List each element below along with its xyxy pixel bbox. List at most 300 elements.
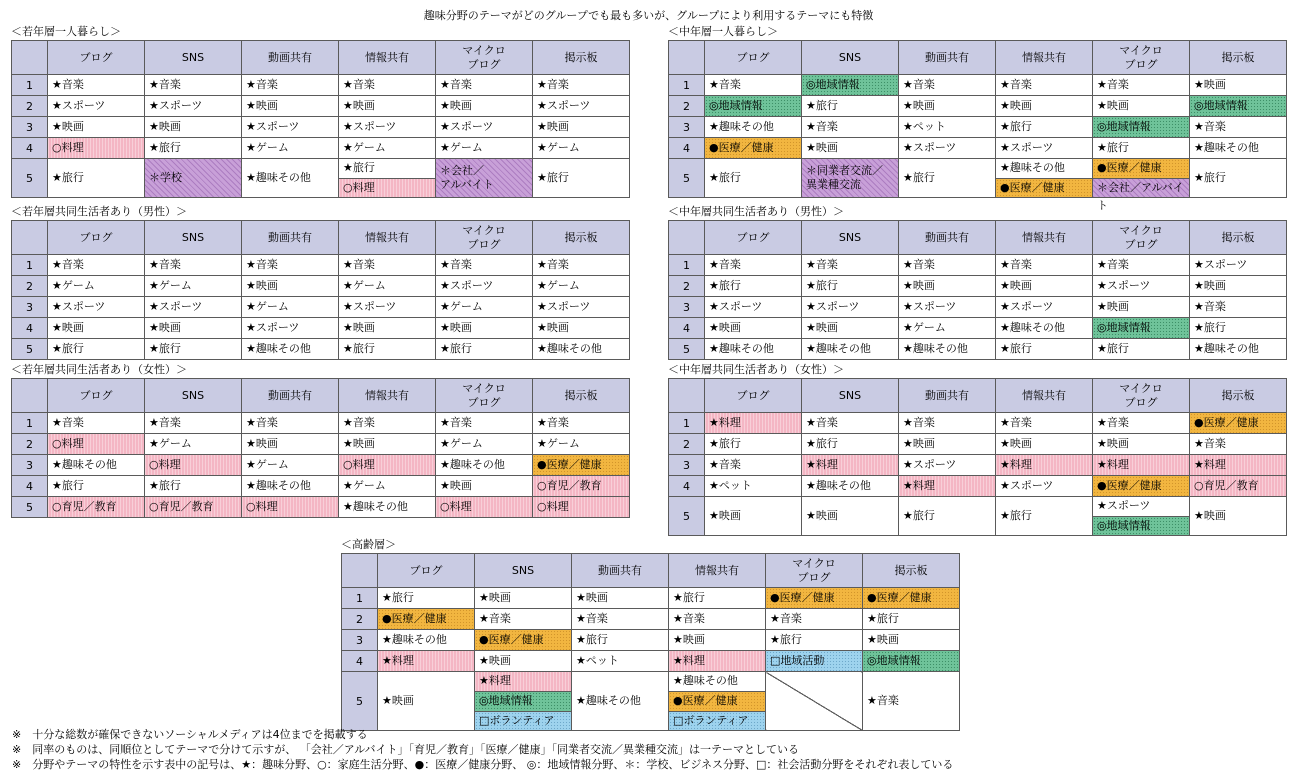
theme-label: ●医療／健康	[533, 455, 629, 475]
column-header: ブログ	[48, 41, 145, 75]
theme-cell	[48, 138, 145, 159]
theme-cell	[802, 96, 899, 117]
table-row	[669, 255, 1287, 276]
theme-cell	[572, 651, 669, 672]
column-header: SNS	[475, 554, 572, 588]
column-header: 動画共有	[242, 379, 339, 413]
rank-cell: 1	[669, 255, 705, 276]
theme-label: ★料理	[669, 651, 765, 671]
theme-cell	[1190, 318, 1287, 339]
theme-label: ○料理	[48, 138, 144, 158]
theme-label: ＊学校	[145, 159, 241, 197]
theme-label: ★旅行	[1194, 171, 1226, 184]
theme-label: □ボランティア	[669, 711, 765, 730]
theme-label: ★映画	[52, 321, 84, 334]
theme-label: ★音楽	[673, 612, 705, 625]
theme-cell	[802, 276, 899, 297]
column-header: マイクロ ブログ	[1093, 41, 1190, 75]
theme-label: ★映画	[1097, 300, 1129, 313]
table-row	[12, 413, 630, 434]
theme-cell	[48, 75, 145, 96]
theme-cell	[145, 339, 242, 360]
theme-label: ◎地域情報	[802, 75, 898, 95]
theme-label: ★ゲーム	[903, 321, 946, 334]
theme-label: ★映画	[246, 437, 278, 450]
theme-label: ★趣味その他	[673, 674, 738, 687]
theme-label: ★趣味その他	[1194, 141, 1259, 154]
theme-label: ★映画	[709, 321, 741, 334]
theme-cell	[802, 117, 899, 138]
theme-label: ★スポーツ	[246, 321, 300, 334]
theme-label: ★趣味その他	[1000, 321, 1065, 334]
theme-label: ○料理	[533, 497, 629, 517]
table-row	[12, 159, 630, 198]
theme-cell	[1093, 276, 1190, 297]
theme-label: ★音楽	[246, 416, 278, 429]
theme-label: ★ゲーム	[537, 141, 580, 154]
rank-header	[12, 221, 48, 255]
theme-cell	[899, 159, 996, 198]
rank-cell: 2	[669, 276, 705, 297]
theme-label: ★ペット	[576, 654, 619, 667]
theme-label: ★スポーツ	[806, 300, 860, 313]
theme-label: ★料理	[996, 455, 1092, 475]
theme-cell	[145, 276, 242, 297]
theme-cell	[436, 497, 533, 518]
theme-cell	[802, 318, 899, 339]
theme-cell	[533, 455, 630, 476]
theme-cell	[996, 96, 1093, 117]
theme-label: ★音楽	[576, 612, 608, 625]
theme-label: ★映画	[1194, 279, 1226, 292]
column-header: SNS	[802, 41, 899, 75]
theme-label: ★スポーツ	[709, 300, 763, 313]
theme-label: ★映画	[1194, 78, 1226, 91]
theme-label: ★映画	[1000, 437, 1032, 450]
theme-cell	[339, 159, 436, 198]
theme-cell	[863, 609, 960, 630]
theme-cell	[572, 609, 669, 630]
theme-cell	[533, 497, 630, 518]
theme-label: ○育児／教育	[1190, 476, 1286, 496]
theme-label: ★ゲーム	[343, 141, 386, 154]
theme-cell	[1190, 159, 1287, 198]
theme-cell	[48, 339, 145, 360]
table-row	[12, 476, 630, 497]
theme-cell	[996, 159, 1093, 198]
theme-label: ★旅行	[343, 161, 375, 174]
theme-cell	[705, 255, 802, 276]
section-label: ＜若年層共同生活者あり（女性）＞	[11, 363, 187, 376]
column-header: マイクロ ブログ	[1093, 221, 1190, 255]
rank-cell: 2	[669, 434, 705, 455]
theme-cell	[339, 339, 436, 360]
theme-label: ★ペット	[903, 120, 946, 133]
theme-label: ★映画	[479, 654, 511, 667]
rank-cell: 5	[12, 339, 48, 360]
theme-cell	[145, 434, 242, 455]
theme-cell	[1093, 159, 1190, 212]
theme-label: ★ゲーム	[440, 437, 483, 450]
theme-label: ◎地域情報	[1190, 96, 1286, 116]
theme-label: ●医療／健康	[996, 178, 1092, 197]
rank-cell: 2	[12, 434, 48, 455]
theme-cell	[705, 276, 802, 297]
theme-cell	[475, 588, 572, 609]
theme-label: ★映画	[246, 279, 278, 292]
theme-label: ★映画	[246, 99, 278, 112]
column-header: 掲示板	[533, 379, 630, 413]
column-header: 動画共有	[899, 41, 996, 75]
theme-cell	[1093, 476, 1190, 497]
theme-cell	[1093, 117, 1190, 138]
theme-cell	[475, 630, 572, 651]
table-row	[669, 497, 1287, 536]
theme-label: ○料理	[145, 455, 241, 475]
theme-label: ●医療／健康	[705, 138, 801, 158]
theme-label: ★スポーツ	[343, 300, 397, 313]
rank-cell: 1	[669, 413, 705, 434]
section-elderly	[341, 537, 960, 731]
theme-label: ★旅行	[1194, 321, 1226, 334]
theme-label: ★映画	[1097, 99, 1129, 112]
table-row	[12, 96, 630, 117]
theme-cell	[996, 455, 1093, 476]
rank-cell: 4	[669, 476, 705, 497]
theme-cell	[242, 255, 339, 276]
theme-label: ★旅行	[709, 437, 741, 450]
theme-cell	[802, 255, 899, 276]
rank-header	[342, 554, 378, 588]
theme-label: ★音楽	[867, 694, 899, 707]
theme-label: ★ゲーム	[440, 141, 483, 154]
theme-label: ★旅行	[903, 171, 935, 184]
theme-label: ★映画	[343, 321, 375, 334]
column-header: 情報共有	[996, 379, 1093, 413]
table-row	[12, 297, 630, 318]
theme-cell	[1190, 297, 1287, 318]
theme-label: ★音楽	[52, 78, 84, 91]
theme-label: ★旅行	[806, 279, 838, 292]
column-header: 情報共有	[339, 221, 436, 255]
table-row	[12, 318, 630, 339]
rank-cell: 1	[669, 75, 705, 96]
table-row	[669, 476, 1287, 497]
theme-label: ★ゲーム	[149, 279, 192, 292]
theme-cell	[242, 476, 339, 497]
rank-header	[669, 379, 705, 413]
theme-label: ★趣味その他	[709, 342, 774, 355]
theme-cell	[145, 138, 242, 159]
rank-cell: 1	[342, 588, 378, 609]
section-middle-cohabit-female	[668, 362, 1287, 536]
theme-label: ★音楽	[52, 416, 84, 429]
theme-cell	[705, 339, 802, 360]
column-header: ブログ	[705, 379, 802, 413]
theme-cell	[378, 651, 475, 672]
theme-cell	[996, 318, 1093, 339]
theme-label: ★料理	[802, 455, 898, 475]
column-header: 情報共有	[339, 41, 436, 75]
theme-label: ○料理	[436, 497, 532, 517]
column-header: ブログ	[378, 554, 475, 588]
theme-cell	[436, 117, 533, 138]
theme-cell	[378, 609, 475, 630]
theme-label: ★音楽	[479, 612, 511, 625]
theme-cell	[242, 455, 339, 476]
theme-cell	[339, 117, 436, 138]
theme-cell	[436, 255, 533, 276]
theme-label: ＊会社／アルバイト	[1093, 178, 1189, 197]
theme-cell	[339, 138, 436, 159]
theme-cell	[1093, 339, 1190, 360]
theme-label: ★趣味その他	[246, 171, 311, 184]
theme-label: ★料理	[475, 672, 571, 691]
theme-label: ★音楽	[343, 416, 375, 429]
theme-cell	[766, 651, 863, 672]
theme-cell	[766, 609, 863, 630]
theme-cell	[899, 117, 996, 138]
theme-cell	[1190, 413, 1287, 434]
theme-label: ★旅行	[806, 437, 838, 450]
column-header: ブログ	[48, 379, 145, 413]
header-row	[342, 554, 960, 588]
theme-label: ★旅行	[52, 479, 84, 492]
table-row	[342, 630, 960, 651]
table-row	[669, 413, 1287, 434]
theme-cell	[802, 476, 899, 497]
theme-label: ★映画	[673, 633, 705, 646]
column-header: SNS	[145, 41, 242, 75]
theme-label: ★音楽	[709, 458, 741, 471]
theme-cell	[242, 138, 339, 159]
theme-label: ★旅行	[709, 279, 741, 292]
theme-cell	[378, 588, 475, 609]
theme-label: ◎地域情報	[705, 96, 801, 116]
theme-cell	[145, 96, 242, 117]
theme-label: ★映画	[537, 321, 569, 334]
ranking-table	[11, 378, 630, 518]
theme-label: ★音楽	[1097, 78, 1129, 91]
theme-label: ★音楽	[903, 416, 935, 429]
theme-cell	[705, 318, 802, 339]
theme-label: ★スポーツ	[1000, 479, 1054, 492]
theme-cell	[1093, 96, 1190, 117]
table-row	[669, 96, 1287, 117]
theme-cell	[533, 96, 630, 117]
column-header: 情報共有	[669, 554, 766, 588]
theme-cell	[996, 297, 1093, 318]
theme-cell	[802, 75, 899, 96]
table-row	[342, 588, 960, 609]
theme-cell	[899, 434, 996, 455]
theme-cell	[899, 75, 996, 96]
theme-cell	[1190, 476, 1287, 497]
theme-cell	[242, 159, 339, 198]
theme-label: ★映画	[806, 509, 838, 522]
table-row	[669, 117, 1287, 138]
theme-label: ◎地域情報	[1093, 516, 1189, 535]
theme-cell	[996, 434, 1093, 455]
theme-label: ★趣味その他	[343, 500, 408, 513]
header-row	[12, 221, 630, 255]
theme-cell	[766, 630, 863, 651]
theme-label: ★ゲーム	[440, 300, 483, 313]
theme-cell	[1093, 75, 1190, 96]
theme-cell	[436, 318, 533, 339]
theme-label: ★映画	[440, 479, 472, 492]
column-header: マイクロ ブログ	[436, 221, 533, 255]
theme-cell	[339, 276, 436, 297]
theme-label: ★音楽	[1000, 416, 1032, 429]
theme-label: ★映画	[867, 633, 899, 646]
theme-label: ★スポーツ	[246, 120, 300, 133]
theme-label: ★旅行	[149, 141, 181, 154]
theme-cell	[378, 672, 475, 731]
ranking-table	[668, 378, 1287, 536]
theme-cell	[705, 476, 802, 497]
theme-label: ★旅行	[343, 342, 375, 355]
theme-label: ★旅行	[1000, 342, 1032, 355]
theme-cell	[1093, 497, 1190, 536]
rank-cell: 5	[12, 159, 48, 198]
theme-cell	[145, 75, 242, 96]
theme-cell	[339, 297, 436, 318]
theme-label: ★映画	[806, 321, 838, 334]
theme-cell	[802, 434, 899, 455]
theme-cell	[899, 255, 996, 276]
footnotes	[12, 727, 953, 772]
theme-label: ★料理	[378, 651, 474, 671]
theme-cell	[899, 413, 996, 434]
theme-cell	[1093, 255, 1190, 276]
theme-cell	[145, 255, 242, 276]
theme-cell	[436, 339, 533, 360]
theme-label: ○育児／教育	[48, 497, 144, 517]
theme-cell	[436, 138, 533, 159]
column-header: 動画共有	[899, 221, 996, 255]
theme-cell	[899, 276, 996, 297]
theme-label: ●医療／健康	[766, 588, 862, 608]
column-header: 掲示板	[1190, 41, 1287, 75]
header-row	[12, 379, 630, 413]
rank-cell: 4	[12, 476, 48, 497]
theme-cell	[533, 117, 630, 138]
theme-cell	[572, 630, 669, 651]
theme-label: ★スポーツ	[537, 300, 591, 313]
theme-cell	[145, 497, 242, 518]
theme-label: ★映画	[1097, 437, 1129, 450]
theme-label: ★趣味その他	[903, 342, 968, 355]
table-row	[342, 672, 960, 731]
theme-label: ★趣味その他	[440, 458, 505, 471]
theme-label: ★趣味その他	[1194, 342, 1259, 355]
theme-label: ★旅行	[52, 342, 84, 355]
theme-label: ★料理	[705, 413, 801, 433]
theme-cell	[705, 413, 802, 434]
theme-cell	[1093, 434, 1190, 455]
theme-label: ★旅行	[1097, 141, 1129, 154]
table-row	[669, 434, 1287, 455]
rank-cell: 2	[342, 609, 378, 630]
theme-cell	[475, 651, 572, 672]
theme-cell	[863, 651, 960, 672]
theme-cell	[802, 339, 899, 360]
theme-label: ★映画	[440, 99, 472, 112]
theme-label: ★料理	[899, 476, 995, 496]
column-header: 動画共有	[572, 554, 669, 588]
theme-cell	[533, 339, 630, 360]
column-header: 情報共有	[996, 41, 1093, 75]
column-header: 掲示板	[1190, 379, 1287, 413]
theme-cell	[533, 318, 630, 339]
theme-cell	[533, 276, 630, 297]
column-header: 情報共有	[339, 379, 436, 413]
theme-label: ★音楽	[246, 258, 278, 271]
table-row	[12, 497, 630, 518]
theme-label: ★音楽	[149, 416, 181, 429]
theme-label: ★旅行	[1000, 120, 1032, 133]
theme-cell	[48, 476, 145, 497]
theme-label: ★音楽	[343, 78, 375, 91]
theme-cell	[475, 672, 572, 731]
theme-cell	[533, 255, 630, 276]
theme-cell	[242, 413, 339, 434]
theme-cell	[48, 159, 145, 198]
rank-cell: 4	[12, 138, 48, 159]
table-row	[12, 117, 630, 138]
header-row	[669, 221, 1287, 255]
section-young-cohabit-female	[11, 362, 630, 518]
theme-label: ●医療／健康	[1093, 159, 1189, 178]
theme-label: ★旅行	[382, 591, 414, 604]
theme-label: ○育児／教育	[533, 476, 629, 496]
theme-label: ★料理	[1093, 455, 1189, 475]
rank-cell: 4	[342, 651, 378, 672]
rank-header	[669, 221, 705, 255]
column-header: 掲示板	[533, 41, 630, 75]
theme-cell	[242, 497, 339, 518]
theme-cell	[572, 588, 669, 609]
empty-cell	[766, 672, 863, 731]
ranking-table	[11, 220, 630, 360]
theme-cell	[1093, 297, 1190, 318]
table-row	[669, 455, 1287, 476]
theme-cell	[802, 138, 899, 159]
theme-cell	[996, 75, 1093, 96]
rank-cell: 5	[342, 672, 378, 731]
theme-label: ★趣味その他	[246, 479, 311, 492]
theme-label: ○料理	[242, 497, 338, 517]
theme-cell	[533, 434, 630, 455]
theme-cell	[48, 276, 145, 297]
theme-label: ◎地域情報	[1093, 117, 1189, 137]
theme-cell	[863, 672, 960, 731]
theme-cell	[48, 117, 145, 138]
theme-label: ★趣味その他	[246, 342, 311, 355]
rank-cell: 1	[12, 255, 48, 276]
theme-label: ★映画	[479, 591, 511, 604]
theme-label: ○料理	[339, 178, 435, 197]
theme-cell	[899, 476, 996, 497]
theme-cell	[1093, 318, 1190, 339]
theme-cell	[145, 476, 242, 497]
theme-label: ★映画	[1000, 99, 1032, 112]
section-label: ＜中年層共同生活者あり（男性）＞	[668, 205, 844, 218]
theme-cell	[533, 75, 630, 96]
theme-label: ★音楽	[903, 78, 935, 91]
rank-cell: 4	[12, 318, 48, 339]
